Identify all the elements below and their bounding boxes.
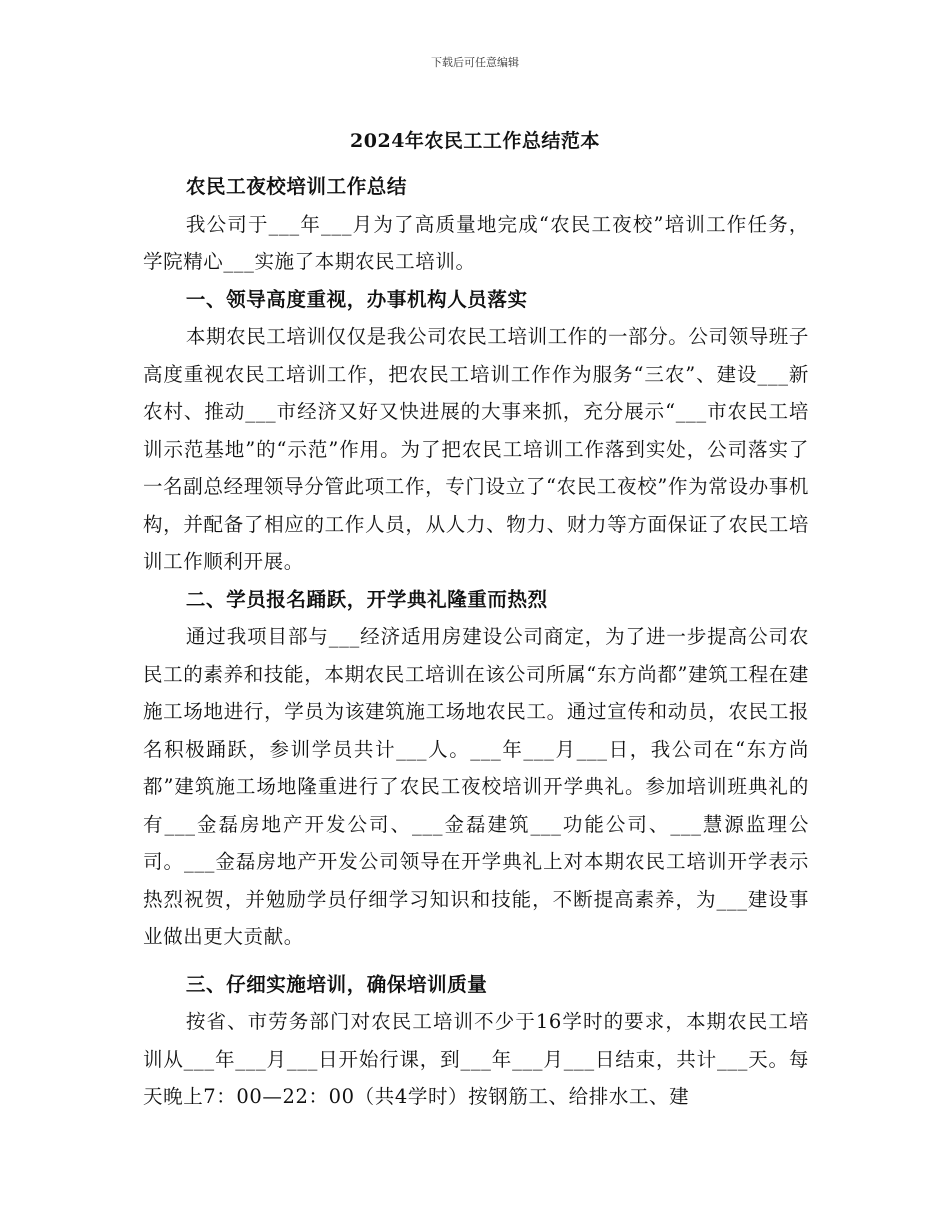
section3-paragraph: 按省、市劳务部门对农民工培训不少于16学时的要求，本期农民工培训从___年___月___日开始行课，到___年___月___日结束，共计___天。每天晚上7：00—22：00（共4学时）按钢筋工、给排水工、建 <box>143 1010 809 1108</box>
section3-heading: 三、仔细实施培训，确保培训质量 <box>185 972 488 996</box>
section2-heading: 二、学员报名踊跃，开学典礼隆重而热烈 <box>185 587 548 611</box>
section1-heading: 一、领导高度重视，办事机构人员落实 <box>185 287 528 311</box>
intro-paragraph: 我公司于___年___月为了高质量地完成“农民工夜校”培训工作任务，学院精心___实施了本期农民工培训。 <box>143 212 809 273</box>
section2-paragraph: 通过我项目部与___经济适用房建设公司商定，为了进一步提高公司农民工的素养和技能，本期农民工培训在该公司所属“东方尚都”建筑工程在建施工场地进行，学员为该建筑施工场地农民工。通过宣传和动员，农民工报名积极踊跃，参训学员共计___人。___年___月___日，我公司在“东方尚都”建筑施工场地隆重进行了农民工夜校培训开学典礼。参加培训班典礼的有___金磊房地产开发公司、___金磊建筑___功能公司、___慧源监理公司。___金磊房地产开发公司领导在开学典礼上对本期农民工培训开学表示热烈祝贺，并勉励学员仔细学习知识和技能，不断提高素养，为___建设事业做出更大贡献。 <box>143 625 809 948</box>
subtitle-heading: 农民工夜校培训工作总结 <box>185 175 407 198</box>
header-note: 下载后可任意编辑 <box>431 56 519 69</box>
document-title: 2024年农民工工作总结范本 <box>350 130 600 152</box>
section1-paragraph: 本期农民工培训仅仅是我公司农民工培训工作的一部分。公司领导班子高度重视农民工培训工作，把农民工培训工作作为服务“三农”、建设___新农村、推动___市经济又好又快进展的大事来抓，充分展示“___市农民工培训示范基地”的“示范”作用。为了把农民工培训工作落到实处，公司落实了一名副总经理领导分管此项工作，专门设立了“农民工夜校”作为常设办事机构，并配备了相应的工作人员，从人力、物力、财力等方面保证了农民工培训工作顺利开展。 <box>143 325 809 573</box>
document-body <box>143 168 809 1116</box>
